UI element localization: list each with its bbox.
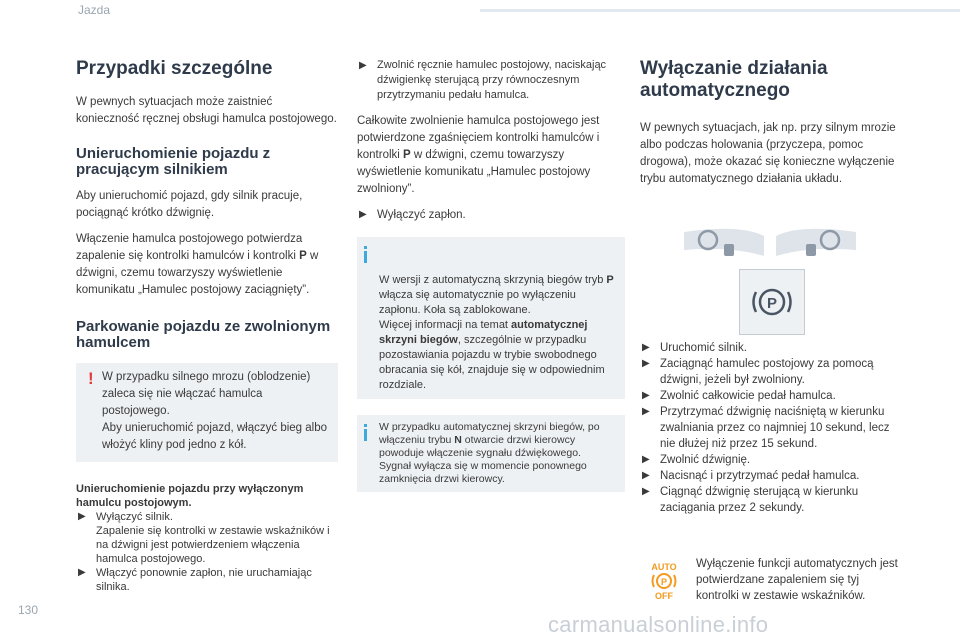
- list-item: ▶ Wyłączyć zapłon.: [359, 209, 466, 221]
- car-dashboard-icon: [680, 226, 860, 266]
- auto-off-icon: [647, 561, 681, 601]
- list-item: ▶ Zwolnić ręcznie hamulec postojowy, naciskając dźwigienkę sterującą przy równoczesnym przytrzymaniu pedału hamulca.: [359, 59, 607, 101]
- svg-text:P: P: [660, 577, 668, 587]
- list-item: ▶ Zaciągnąć hamulec postojowy za pomocą dźwigni, jeżeli był zwolniony.: [642, 358, 874, 386]
- column-middle: [357, 58, 625, 492]
- auto-label: AUTO: [651, 562, 677, 572]
- intro-paragraph: W pewnych sytuacjach może zaistnieć konieczność ręcznej obsługi hamulca postojowego.: [76, 96, 337, 125]
- warning-box: [76, 363, 338, 462]
- list-item: ▶ Uruchomić silnik.: [642, 342, 747, 354]
- info-icon: [364, 246, 367, 249]
- paragraph: Całkowite zwolnienie hamulca postojowego jest potwierdzone zgaśnięciem kontrolki hamulców i kontrolki P w dźwigni, czemu towarzyszy wyświetlenie komunikatu „Hamulec postojowy zwolniony”.: [357, 115, 600, 195]
- warning-text: W przypadku silnego mrozu (oblodzenie) zaleca się nie włączać hamulca postojowego. Aby unieruchomić pojazd, włączyć bieg albo włożyć kliny pod jedno z kół.: [102, 371, 328, 451]
- intro-paragraph: W pewnych sytuacjach, jak np. przy silnym mrozie albo podczas holowania (przyczepa, pomoc drogowa), może okazać się konieczne wyłączenie trybu automatycznego działania układu.: [640, 122, 896, 185]
- parking-brake-p-icon: [739, 269, 805, 335]
- svg-text:P: P: [766, 295, 778, 312]
- section-label: Jazda: [78, 3, 111, 17]
- header-rule: [480, 9, 960, 12]
- bullet-list: [76, 510, 338, 594]
- paragraph: Aby unieruchomić pojazd, gdy silnik pracuje, pociągnąć krótko dźwignię.: [76, 190, 303, 219]
- list-item: ▶ Ciągnąć dźwignię sterującą w kierunku zaciągania przez 2 sekundy.: [642, 486, 859, 514]
- list-item: ▶ Zwolnić dźwignię.: [642, 454, 751, 466]
- list-item: ▶ Nacisnąć i przytrzymać pedał hamulca.: [642, 470, 860, 482]
- page-number: 130: [18, 603, 39, 617]
- warning-exclamation-icon: !: [88, 369, 94, 388]
- page-title: Przypadki szczególne: [76, 58, 273, 79]
- info-box-neutral: W przypadku automatycznej skrzyni biegów, po włączeniu trybu N otwarcie drzwi kierowcy powoduje włączenie sygnału dźwiękowego. Sygnał wyłącza się w momencie ponownego zamknięcia drzwi kierowcy.: [357, 415, 625, 492]
- section-heading-engine-off: Unieruchomienie pojazdu przy wyłączonym hamulcu postojowym.: [76, 483, 304, 509]
- section-heading-running-engine: Unieruchomienie pojazdu z pracującym silnikiem: [76, 145, 271, 178]
- watermark: carmanualsonline.info: [548, 612, 769, 637]
- procedure-list: [640, 340, 902, 516]
- list-item: ▶ Przytrzymać dźwignię naciśniętą w kierunku zwalniania przez co najmniej 10 sekund, lecz nie dłużej niż przez 15 sekund.: [642, 406, 890, 450]
- section-title-auto-off: Wyłączanie działania automatycznego: [640, 58, 828, 101]
- column-left: [76, 58, 338, 594]
- paragraph: Włączenie hamulca postojowego potwierdza zapalenie się kontrolki hamulców i kontrolki P w dźwigni, czemu towarzyszy wyświetlenie komunikatu „Hamulec postojowy zaciągnięty”.: [76, 233, 319, 296]
- list-item: ▶ Włączyć ponownie zapłon, nie uruchamiając silnika.: [78, 567, 312, 593]
- off-label: OFF: [655, 591, 673, 601]
- section-heading-parking-released: Parkowanie pojazdu ze zwolnionym hamulcem: [76, 318, 331, 351]
- info-icon: [364, 424, 367, 427]
- column-right: [640, 58, 902, 197]
- auto-off-note: Wyłączenie funkcji automatycznych jest potwierdzane zapaleniem się tyj kontrolki w zestawie wskaźników.: [696, 558, 898, 602]
- list-item: ▶ Wyłączyć silnik. Zapalenie się kontrolki w zestawie wskaźników i na dźwigni jest potwierdzeniem włączenia hamulca postojowego.: [78, 511, 330, 565]
- info-box-automatic: W wersji z automatyczną skrzynią biegów tryb P włącza się automatycznie po wyłączeniu zapłonu. Koła są zablokowane. Więcej informacji na temat automatycznej skrzyni biegów, szczególnie w przypadku pozostawiania pojazdu w trybie swobodnego obracania się kół, znajduje się w odpowiednim rozdziale.: [357, 237, 625, 399]
- list-item: ▶ Zwolnić całkowicie pedał hamulca.: [642, 390, 836, 402]
